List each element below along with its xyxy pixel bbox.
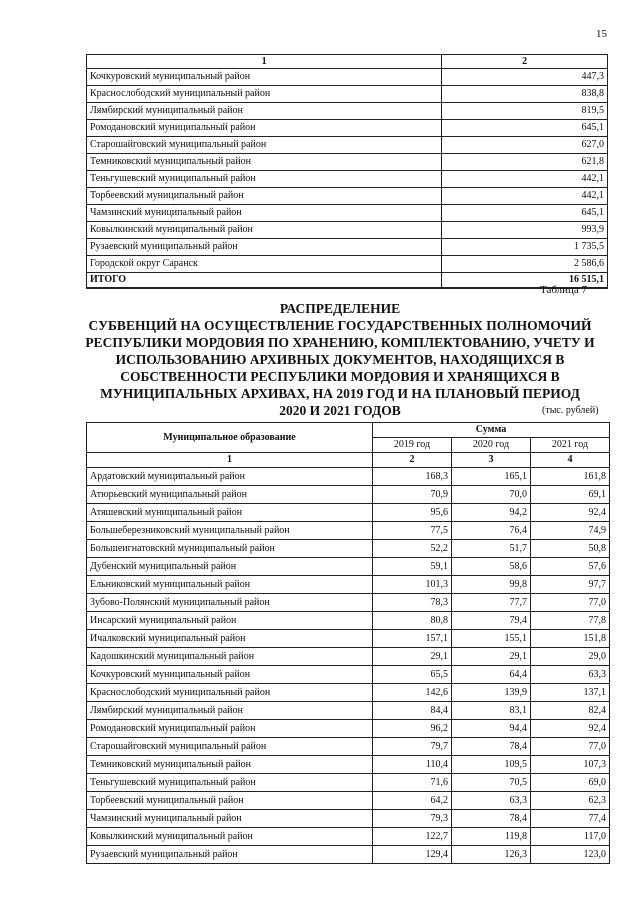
amount-2019: 77,5 (373, 522, 452, 540)
amount-2021: 77,8 (531, 612, 610, 630)
year-2019-header: 2019 год (373, 438, 452, 453)
amount-2020: 94,2 (452, 504, 531, 522)
amount-2019: 95,6 (373, 504, 452, 522)
amount-2019: 52,2 (373, 540, 452, 558)
municipality-name: Кочкуровский муниципальный район (87, 666, 373, 684)
amount-2020: 78,4 (452, 738, 531, 756)
table-header-row (87, 423, 610, 438)
table-row (87, 738, 610, 756)
amount-value: 645,1 (442, 205, 608, 222)
amount-2020: 83,1 (452, 702, 531, 720)
table-header-row (87, 55, 608, 69)
table-row (87, 630, 610, 648)
amount-2021: 161,8 (531, 468, 610, 486)
amount-2019: 79,3 (373, 810, 452, 828)
column-number-1: 1 (87, 55, 442, 69)
amount-2020: 126,3 (452, 846, 531, 864)
municipality-name: Старошайговский муниципальный район (87, 137, 442, 154)
title-line: СОБСТВЕННОСТИ РЕСПУБЛИКИ МОРДОВИЯ И ХРАНЯЩИХСЯ В (120, 369, 560, 384)
column-numbers-row (87, 453, 610, 468)
title-line: РЕСПУБЛИКИ МОРДОВИЯ ПО ХРАНЕНИЮ, КОМПЛЕКТОВАНИЮ, УЧЕТУ И (85, 335, 595, 350)
municipality-name: Ковылкинский муниципальный район (87, 222, 442, 239)
table-row (87, 120, 608, 137)
amount-2019: 71,6 (373, 774, 452, 792)
amount-2019: 96,2 (373, 720, 452, 738)
table-label: Таблица 7 (540, 284, 588, 296)
amount-2020: 58,6 (452, 558, 531, 576)
municipality-name: Большеберезниковский муниципальный район (87, 522, 373, 540)
municipality-name: Дубенский муниципальный район (87, 558, 373, 576)
column-number-3: 3 (452, 453, 531, 468)
amount-2019: 142,6 (373, 684, 452, 702)
table-row (87, 222, 608, 239)
amount-2020: 155,1 (452, 630, 531, 648)
table-row (87, 792, 610, 810)
amount-2019: 101,3 (373, 576, 452, 594)
title-line: РАСПРЕДЕЛЕНИЕ (279, 301, 401, 316)
municipality-name: Ромодановский муниципальный район (87, 720, 373, 738)
table-row (87, 171, 608, 188)
amount-2020: 94,4 (452, 720, 531, 738)
amount-2021: 69,0 (531, 774, 610, 792)
allocation-table-continued (86, 54, 608, 289)
amount-2019: 129,4 (373, 846, 452, 864)
amount-2021: 77,0 (531, 738, 610, 756)
amount-2020: 78,4 (452, 810, 531, 828)
table-row (87, 103, 608, 120)
amount-2021: 69,1 (531, 486, 610, 504)
municipality-name: Кочкуровский муниципальный район (87, 69, 442, 86)
table-row (87, 504, 610, 522)
amount-2019: 79,7 (373, 738, 452, 756)
amount-value: 442,1 (442, 171, 608, 188)
amount-2019: 64,2 (373, 792, 452, 810)
municipality-name: Краснослободский муниципальный район (87, 684, 373, 702)
municipality-name: Лямбирский муниципальный район (87, 702, 373, 720)
table-row (87, 239, 608, 256)
amount-2020: 63,3 (452, 792, 531, 810)
table-row (87, 810, 610, 828)
amount-2020: 70,0 (452, 486, 531, 504)
column-number-2: 2 (442, 55, 608, 69)
amount-2019: 70,9 (373, 486, 452, 504)
municipality-name: Ардатовский муниципальный район (87, 468, 373, 486)
amount-value: 819,5 (442, 103, 608, 120)
amount-2020: 29,1 (452, 648, 531, 666)
table-row (87, 594, 610, 612)
table-row (87, 137, 608, 154)
amount-2020: 165,1 (452, 468, 531, 486)
amount-2021: 50,8 (531, 540, 610, 558)
municipality-name: Рузаевский муниципальный район (87, 239, 442, 256)
title-line: СУБВЕНЦИЙ НА ОСУЩЕСТВЛЕНИЕ ГОСУДАРСТВЕННЫХ ПОЛНОМОЧИЙ (88, 318, 592, 333)
amount-2021: 107,3 (531, 756, 610, 774)
table-row (87, 774, 610, 792)
amount-2020: 64,4 (452, 666, 531, 684)
amount-2020: 77,7 (452, 594, 531, 612)
table-row (87, 154, 608, 171)
total-label: ИТОГО (87, 273, 442, 289)
title-line: 2020 И 2021 ГОДОВ (279, 403, 401, 418)
municipality-name: Большеигнатовский муниципальный район (87, 540, 373, 558)
total-value: 16 515,1 (442, 273, 608, 289)
municipality-name: Атяшевский муниципальный район (87, 504, 373, 522)
table-row (87, 522, 610, 540)
document-title (60, 300, 620, 419)
municipality-column-header: Муниципальное образование (87, 423, 373, 453)
amount-2021: 77,4 (531, 810, 610, 828)
amount-value: 645,1 (442, 120, 608, 137)
amount-2021: 92,4 (531, 720, 610, 738)
table-row (87, 612, 610, 630)
amount-value: 993,9 (442, 222, 608, 239)
amount-2020: 76,4 (452, 522, 531, 540)
amount-2019: 65,5 (373, 666, 452, 684)
municipality-name: Ромодановский муниципальный район (87, 120, 442, 137)
amount-2021: 82,4 (531, 702, 610, 720)
table-row (87, 720, 610, 738)
amount-2019: 157,1 (373, 630, 452, 648)
amount-value: 838,8 (442, 86, 608, 103)
municipality-name: Городской округ Саранск (87, 256, 442, 273)
table-row (87, 702, 610, 720)
units-label: (тыс. рублей) (542, 405, 599, 416)
municipality-name: Атюрьевский муниципальный район (87, 486, 373, 504)
amount-2019: 78,3 (373, 594, 452, 612)
amount-2020: 79,4 (452, 612, 531, 630)
page-number: 15 (596, 28, 607, 40)
column-number-4: 4 (531, 453, 610, 468)
municipality-name: Рузаевский муниципальный район (87, 846, 373, 864)
table-row (87, 256, 608, 273)
municipality-name: Торбеевский муниципальный район (87, 188, 442, 205)
amount-2020: 99,8 (452, 576, 531, 594)
year-2021-header: 2021 год (531, 438, 610, 453)
municipality-name: Ичалковский муниципальный район (87, 630, 373, 648)
amount-2020: 109,5 (452, 756, 531, 774)
column-number-2: 2 (373, 453, 452, 468)
municipality-name: Чамзинский муниципальный район (87, 205, 442, 222)
total-row (87, 273, 608, 289)
table-row (87, 756, 610, 774)
amount-2021: 117,0 (531, 828, 610, 846)
table-row (87, 205, 608, 222)
amount-2019: 110,4 (373, 756, 452, 774)
amount-2020: 119,8 (452, 828, 531, 846)
amount-value: 2 586,6 (442, 256, 608, 273)
sum-column-header: Сумма (373, 423, 610, 438)
table-row (87, 576, 610, 594)
amount-2021: 77,0 (531, 594, 610, 612)
amount-2021: 92,4 (531, 504, 610, 522)
amount-2021: 57,6 (531, 558, 610, 576)
title-line: ИСПОЛЬЗОВАНИЮ АРХИВНЫХ ДОКУМЕНТОВ, НАХОДЯЩИХСЯ В (115, 352, 565, 367)
municipality-name: Ковылкинский муниципальный район (87, 828, 373, 846)
table-row (87, 558, 610, 576)
amount-2021: 97,7 (531, 576, 610, 594)
amount-2021: 123,0 (531, 846, 610, 864)
table-row (87, 846, 610, 864)
amount-2021: 137,1 (531, 684, 610, 702)
table-row (87, 188, 608, 205)
amount-value: 447,3 (442, 69, 608, 86)
amount-2019: 168,3 (373, 468, 452, 486)
municipality-name: Инсарский муниципальный район (87, 612, 373, 630)
table-row (87, 828, 610, 846)
municipality-name: Старошайговский муниципальный район (87, 738, 373, 756)
amount-2020: 70,5 (452, 774, 531, 792)
table-row (87, 684, 610, 702)
municipality-name: Теньгушевский муниципальный район (87, 171, 442, 188)
municipality-name: Лямбирский муниципальный район (87, 103, 442, 120)
table-row (87, 540, 610, 558)
amount-2021: 63,3 (531, 666, 610, 684)
table-row (87, 86, 608, 103)
amount-2019: 59,1 (373, 558, 452, 576)
table-row (87, 648, 610, 666)
municipality-name: Чамзинский муниципальный район (87, 810, 373, 828)
column-number-1: 1 (87, 453, 373, 468)
amount-2019: 84,4 (373, 702, 452, 720)
municipality-name: Краснослободский муниципальный район (87, 86, 442, 103)
subvention-distribution-table (86, 422, 610, 864)
title-line: МУНИЦИПАЛЬНЫХ АРХИВАХ, НА 2019 ГОД И НА ПЛАНОВЫЙ ПЕРИОД (100, 386, 580, 401)
amount-value: 442,1 (442, 188, 608, 205)
municipality-name: Темниковский муниципальный район (87, 154, 442, 171)
amount-value: 627,0 (442, 137, 608, 154)
municipality-name: Темниковский муниципальный район (87, 756, 373, 774)
amount-2021: 62,3 (531, 792, 610, 810)
amount-2021: 29,0 (531, 648, 610, 666)
amount-2019: 29,1 (373, 648, 452, 666)
table-row (87, 666, 610, 684)
table-row (87, 468, 610, 486)
amount-2019: 122,7 (373, 828, 452, 846)
municipality-name: Торбеевский муниципальный район (87, 792, 373, 810)
municipality-name: Зубово-Полянский муниципальный район (87, 594, 373, 612)
table-row (87, 486, 610, 504)
municipality-name: Ельниковский муниципальный район (87, 576, 373, 594)
amount-value: 1 735,5 (442, 239, 608, 256)
amount-2021: 74,9 (531, 522, 610, 540)
municipality-name: Теньгушевский муниципальный район (87, 774, 373, 792)
amount-2020: 139,9 (452, 684, 531, 702)
table-row (87, 69, 608, 86)
year-2020-header: 2020 год (452, 438, 531, 453)
amount-2019: 80,8 (373, 612, 452, 630)
amount-2020: 51,7 (452, 540, 531, 558)
amount-2021: 151,8 (531, 630, 610, 648)
amount-value: 621,8 (442, 154, 608, 171)
municipality-name: Кадошкинский муниципальный район (87, 648, 373, 666)
